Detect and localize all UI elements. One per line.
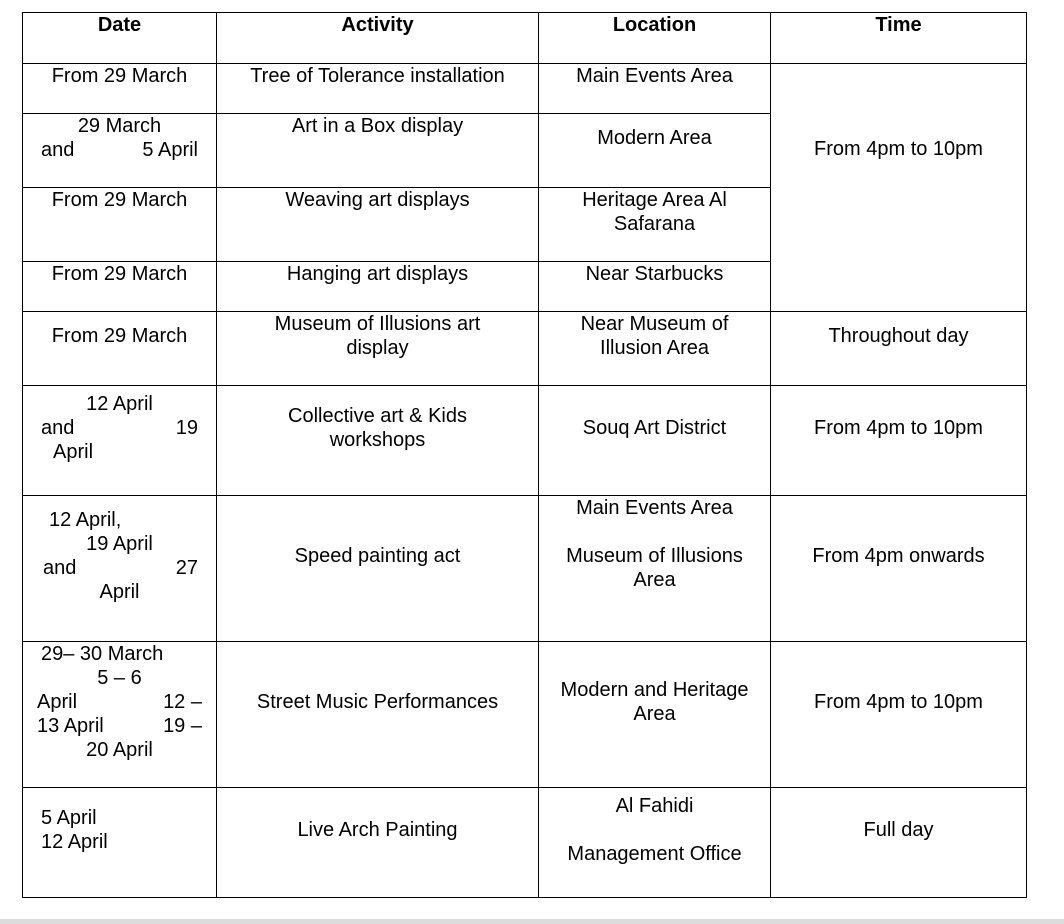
cell-date: [23, 788, 217, 898]
date-word: and: [41, 417, 75, 439]
cell-time: [771, 788, 1027, 898]
date-word: April: [37, 691, 78, 713]
cell-activity: [217, 188, 539, 262]
activity-line: display: [346, 337, 409, 359]
activity-line: Collective art & Kids: [288, 405, 467, 427]
table-row: [23, 64, 1027, 114]
date-word: 13 April: [37, 715, 104, 737]
date-line: [23, 714, 216, 738]
date-line: 12 April: [41, 831, 108, 853]
date-line: From 29 March: [51, 189, 188, 211]
time-line: Full day: [863, 819, 934, 841]
cell-activity: [217, 788, 539, 898]
cell-time: [771, 496, 1027, 642]
location-line: Souq Art District: [582, 417, 727, 439]
location-line: Main Events Area: [576, 497, 733, 519]
date-line: 29– 30 March: [41, 643, 164, 665]
table-row: [23, 788, 1027, 898]
cell-location: [539, 64, 771, 114]
cell-location: [539, 386, 771, 496]
table-row: [23, 642, 1027, 788]
date-line: From 29 March: [51, 263, 188, 285]
activity-line: Museum of Illusions art: [274, 313, 481, 335]
date-line: [23, 416, 216, 440]
date-line: [23, 138, 216, 162]
activity-line: Live Arch Painting: [297, 819, 458, 841]
location-line: Al Fahidi: [615, 795, 694, 817]
location-line: Illusion Area: [600, 337, 709, 359]
time-line: Throughout day: [828, 325, 969, 347]
cell-activity: [217, 642, 539, 788]
time-line: From 4pm to 10pm: [814, 691, 983, 713]
date-line: 5 – 6: [97, 667, 142, 689]
cell-activity: [217, 262, 539, 312]
cell-time: [771, 312, 1027, 386]
cell-activity: [217, 64, 539, 114]
cell-location: [539, 788, 771, 898]
location-line: Heritage Area Al: [582, 189, 727, 211]
location-line: Area: [633, 703, 676, 725]
page-bottom-divider: [0, 919, 1064, 924]
cell-time: [771, 386, 1027, 496]
activity-line: Tree of Tolerance installation: [250, 65, 505, 87]
location-line: Safarana: [613, 213, 696, 235]
location-line: Museum of Illusions: [566, 545, 743, 567]
cell-location: [539, 188, 771, 262]
header-date: Date: [23, 13, 217, 64]
location-line: Modern Area: [597, 127, 712, 149]
date-line: [23, 690, 216, 714]
activity-line: Hanging art displays: [286, 263, 469, 285]
date-line: April: [99, 581, 140, 603]
activity-line: Art in a Box display: [291, 115, 464, 137]
time-line: From 4pm to 10pm: [814, 138, 983, 160]
location-line: Management Office: [567, 843, 742, 865]
date-word: 19: [175, 417, 198, 439]
time-line: From 4pm onwards: [812, 545, 985, 567]
cell-location: [539, 496, 771, 642]
cell-date: [23, 64, 217, 114]
cell-activity: [217, 496, 539, 642]
table-row: [23, 386, 1027, 496]
header-time: Time: [771, 13, 1027, 64]
cell-location: [539, 312, 771, 386]
date-line: From 29 March: [51, 325, 188, 347]
cell-activity: [217, 312, 539, 386]
cell-date: [23, 496, 217, 642]
location-line: Area: [633, 569, 676, 591]
date-word: 12 –: [163, 691, 202, 713]
events-schedule-table: [22, 12, 1027, 898]
cell-time-shared: [771, 64, 1027, 312]
cell-date: [23, 642, 217, 788]
table-row: [23, 312, 1027, 386]
activity-line: Weaving art displays: [285, 189, 470, 211]
cell-activity: [217, 386, 539, 496]
activity-line: workshops: [329, 429, 426, 451]
cell-location: [539, 262, 771, 312]
date-line: 19 April: [86, 533, 153, 555]
location-line: Near Museum of: [580, 313, 729, 335]
date-line: 20 April: [86, 739, 153, 761]
date-line: 29 March: [77, 115, 162, 137]
date-line: 12 April: [86, 393, 153, 415]
location-line: Modern and Heritage: [560, 679, 749, 701]
cell-date: [23, 188, 217, 262]
cell-date: [23, 312, 217, 386]
activity-line: Speed painting act: [294, 545, 461, 567]
date-word: and: [43, 557, 77, 579]
cell-location: [539, 114, 771, 188]
header-row: [23, 13, 1027, 64]
date-word: 27: [175, 557, 198, 579]
cell-date: [23, 262, 217, 312]
cell-time: [771, 642, 1027, 788]
table-row: [23, 496, 1027, 642]
date-line: From 29 March: [51, 65, 188, 87]
cell-activity: [217, 114, 539, 188]
cell-date: [23, 114, 217, 188]
date-word: 19 –: [163, 715, 202, 737]
date-word: and: [41, 139, 75, 161]
date-line: [23, 556, 216, 580]
header-activity: Activity: [217, 13, 539, 64]
cell-location: [539, 642, 771, 788]
date-word: 5 April: [142, 139, 198, 161]
cell-date: [23, 386, 217, 496]
activity-line: Street Music Performances: [256, 691, 499, 713]
date-line: 5 April: [41, 807, 97, 829]
header-location: Location: [539, 13, 771, 64]
location-line: Near Starbucks: [585, 263, 724, 285]
date-line: 12 April,: [49, 509, 122, 531]
time-line: From 4pm to 10pm: [814, 417, 983, 439]
date-line: April: [53, 441, 94, 463]
location-line: Main Events Area: [576, 65, 733, 87]
